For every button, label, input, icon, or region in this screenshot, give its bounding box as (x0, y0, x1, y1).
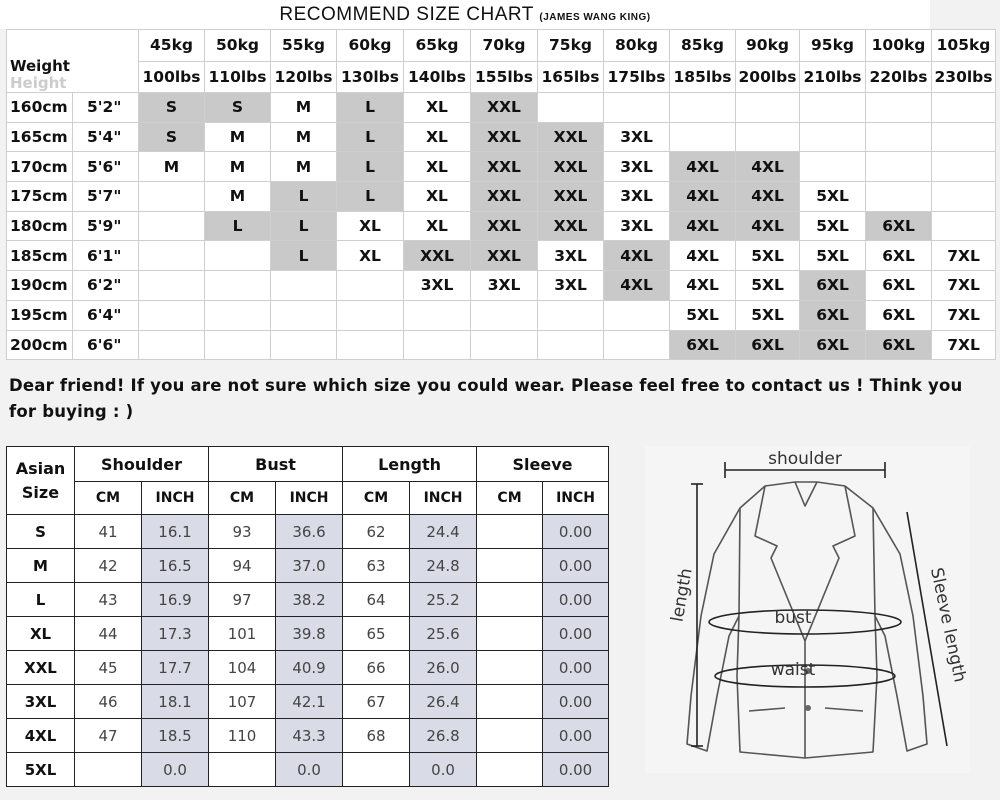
size-label-cell: XL (7, 617, 75, 651)
inch-value: 18.1 (142, 685, 209, 719)
jacket-measurement-diagram (645, 446, 970, 773)
height-ft: 5'4" (73, 122, 139, 152)
measurement-row (7, 617, 609, 651)
height-label: Height (10, 74, 67, 92)
sleeve-seam-left (739, 508, 740, 616)
weight-lbs-header: 110lbs (205, 61, 271, 93)
measurement-row (7, 753, 609, 787)
height-ft: 6'2" (73, 271, 139, 301)
measure-group-header: Length (343, 447, 477, 482)
size-cell: M (271, 122, 337, 152)
title-text: RECOMMEND SIZE CHART (279, 4, 534, 25)
measure-group-header: Shoulder (75, 447, 209, 482)
size-cell (800, 93, 866, 123)
weight-kg-header: 55kg (271, 30, 337, 62)
size-cell: L (271, 211, 337, 241)
unit-inch-header: INCH (142, 482, 209, 515)
size-cell: 3XL (538, 241, 604, 271)
size-cell (471, 300, 538, 330)
cm-value (75, 753, 142, 787)
size-cell: XXL (538, 211, 604, 241)
size-cell (271, 330, 337, 360)
unit-header-row (7, 482, 609, 515)
cm-value (209, 753, 276, 787)
cm-value: 94 (209, 549, 276, 583)
size-cell (538, 300, 604, 330)
size-row (7, 152, 996, 182)
size-cell: 7XL (932, 271, 996, 301)
size-cell: 5XL (736, 300, 800, 330)
inch-value: 39.8 (276, 617, 343, 651)
size-cell (139, 182, 205, 212)
size-cell: XXL (404, 241, 471, 271)
size-cell: 3XL (404, 271, 471, 301)
inch-value: 26.4 (410, 685, 477, 719)
weight-kg-header: 75kg (538, 30, 604, 62)
weight-lbs-header: 185lbs (670, 61, 736, 93)
size-cell: S (139, 93, 205, 123)
cm-value (477, 719, 543, 753)
inch-value: 24.8 (410, 549, 477, 583)
size-cell (271, 271, 337, 301)
cm-value (477, 583, 543, 617)
size-row (7, 182, 996, 212)
weight-height-header (7, 30, 139, 93)
weight-kg-header: 105kg (932, 30, 996, 62)
measurement-row (7, 685, 609, 719)
group-header-row (7, 447, 609, 482)
height-cm: 170cm (7, 152, 73, 182)
size-cell: 5XL (736, 241, 800, 271)
inch-value: 0.00 (543, 719, 609, 753)
cm-value: 45 (75, 651, 142, 685)
size-cell: 6XL (866, 330, 932, 360)
cm-value: 65 (343, 617, 410, 651)
cm-value (477, 515, 543, 549)
size-cell: L (205, 211, 271, 241)
size-cell (139, 330, 205, 360)
size-cell: M (205, 182, 271, 212)
unit-inch-header: INCH (543, 482, 609, 515)
inch-value: 16.1 (142, 515, 209, 549)
size-cell: XXL (471, 93, 538, 123)
height-cm: 175cm (7, 182, 73, 212)
height-cm: 200cm (7, 330, 73, 360)
size-cell (866, 182, 932, 212)
weight-lbs-header: 100lbs (139, 61, 205, 93)
size-cell (604, 93, 670, 123)
size-cell: 5XL (736, 271, 800, 301)
inch-value: 18.5 (142, 719, 209, 753)
size-cell: XL (404, 122, 471, 152)
cm-value (477, 685, 543, 719)
size-cell: 6XL (866, 211, 932, 241)
size-cell (932, 152, 996, 182)
cm-value: 44 (75, 617, 142, 651)
height-cm: 160cm (7, 93, 73, 123)
size-cell (736, 122, 800, 152)
weight-kg-header: 70kg (471, 30, 538, 62)
button-bottom (805, 705, 811, 711)
unit-cm-header: CM (477, 482, 543, 515)
size-label-cell: L (7, 583, 75, 617)
size-cell (337, 271, 404, 301)
size-cell: M (205, 152, 271, 182)
size-cell: L (271, 241, 337, 271)
size-cell: XXL (471, 211, 538, 241)
cm-value (343, 753, 410, 787)
inch-value: 40.9 (276, 651, 343, 685)
measurement-row (7, 583, 609, 617)
size-cell (866, 152, 932, 182)
size-cell: 5XL (800, 182, 866, 212)
weight-kg-header: 85kg (670, 30, 736, 62)
shoulder-label: shoulder (768, 449, 842, 469)
measurement-row (7, 549, 609, 583)
contact-note: Dear friend! If you are not sure which size you could wear. Please feel free to contact us ! Think you for buying : ) (9, 376, 963, 421)
cm-value: 68 (343, 719, 410, 753)
cm-value: 104 (209, 651, 276, 685)
sleeve-length-label: Sleeve length (925, 565, 970, 685)
size-row (7, 300, 996, 330)
inch-value: 37.0 (276, 549, 343, 583)
size-cell: XL (404, 211, 471, 241)
cm-value: 101 (209, 617, 276, 651)
size-cell: XXL (538, 152, 604, 182)
height-cm: 185cm (7, 241, 73, 271)
size-cell: 3XL (604, 152, 670, 182)
unit-cm-header: CM (75, 482, 142, 515)
weight-lbs-header: 140lbs (404, 61, 471, 93)
cm-value: 42 (75, 549, 142, 583)
size-cell: 4XL (736, 152, 800, 182)
size-row (7, 93, 996, 123)
inch-value: 0.00 (543, 515, 609, 549)
kg-header-row (7, 30, 996, 62)
weight-kg-header: 95kg (800, 30, 866, 62)
weight-kg-header: 80kg (604, 30, 670, 62)
size-cell: S (139, 122, 205, 152)
size-row (7, 330, 996, 360)
size-cell (800, 122, 866, 152)
size-cell (139, 300, 205, 330)
size-cell (538, 330, 604, 360)
height-ft: 6'4" (73, 300, 139, 330)
cm-value: 63 (343, 549, 410, 583)
inch-value: 0.00 (543, 651, 609, 685)
page-title (0, 0, 930, 29)
size-cell: 4XL (736, 182, 800, 212)
size-cell: XXL (471, 182, 538, 212)
size-cell: 4XL (670, 152, 736, 182)
size-cell: 4XL (670, 182, 736, 212)
asian-size-header (7, 447, 75, 515)
size-cell: L (337, 152, 404, 182)
size-cell (932, 182, 996, 212)
size-cell (205, 271, 271, 301)
size-cell: 3XL (471, 271, 538, 301)
size-cell (471, 330, 538, 360)
asian-size-table (6, 446, 609, 787)
size-row (7, 122, 996, 152)
cm-value: 93 (209, 515, 276, 549)
weight-lbs-header: 155lbs (471, 61, 538, 93)
size-label-cell: 4XL (7, 719, 75, 753)
cm-value: 64 (343, 583, 410, 617)
size-cell: 3XL (604, 122, 670, 152)
measure-group-header: Sleeve (477, 447, 609, 482)
size-cell: 6XL (866, 300, 932, 330)
size-cell: S (205, 93, 271, 123)
cm-value: 66 (343, 651, 410, 685)
inch-value: 17.7 (142, 651, 209, 685)
size-cell: 3XL (538, 271, 604, 301)
size-cell: 6XL (800, 271, 866, 301)
unit-inch-header: INCH (276, 482, 343, 515)
cm-value (477, 549, 543, 583)
size-cell: L (337, 93, 404, 123)
measurement-row (7, 515, 609, 549)
cm-value (477, 651, 543, 685)
size-cell: 3XL (604, 211, 670, 241)
cm-value: 43 (75, 583, 142, 617)
weight-lbs-header: 220lbs (866, 61, 932, 93)
size-cell: XL (404, 93, 471, 123)
size-cell (205, 300, 271, 330)
brand-text: (JAMES WANG KING) (539, 12, 651, 23)
height-ft: 5'9" (73, 211, 139, 241)
inch-value: 38.2 (276, 583, 343, 617)
size-cell (932, 211, 996, 241)
size-cell (404, 300, 471, 330)
cm-value: 46 (75, 685, 142, 719)
size-cell: L (337, 182, 404, 212)
size-row (7, 211, 996, 241)
height-ft: 5'6" (73, 152, 139, 182)
weight-lbs-header: 210lbs (800, 61, 866, 93)
inch-value: 0.00 (543, 617, 609, 651)
size-cell (866, 93, 932, 123)
size-cell (404, 330, 471, 360)
size-cell (139, 211, 205, 241)
weight-label: Weight (10, 57, 70, 75)
size-cell: 4XL (670, 271, 736, 301)
size-row (7, 241, 996, 271)
size-cell: XXL (471, 152, 538, 182)
size-cell: 6XL (866, 241, 932, 271)
size-cell: XXL (471, 241, 538, 271)
size-label-cell: M (7, 549, 75, 583)
weight-lbs-header: 230lbs (932, 61, 996, 93)
inch-value: 24.4 (410, 515, 477, 549)
size-cell: 5XL (800, 241, 866, 271)
size-cell: 4XL (604, 241, 670, 271)
size-label-cell: XXL (7, 651, 75, 685)
height-ft: 6'6" (73, 330, 139, 360)
inch-value: 43.3 (276, 719, 343, 753)
inch-value: 16.5 (142, 549, 209, 583)
size-cell (866, 122, 932, 152)
inch-value: 17.3 (142, 617, 209, 651)
recommend-size-table (6, 29, 996, 360)
weight-lbs-header: 120lbs (271, 61, 337, 93)
size-cell: 5XL (670, 300, 736, 330)
cm-value: 47 (75, 719, 142, 753)
inch-value: 42.1 (276, 685, 343, 719)
cm-value: 110 (209, 719, 276, 753)
size-cell: XL (404, 152, 471, 182)
weight-kg-header: 90kg (736, 30, 800, 62)
size-cell: XXL (471, 122, 538, 152)
size-cell: 3XL (604, 182, 670, 212)
unit-cm-header: CM (209, 482, 276, 515)
weight-lbs-header: 200lbs (736, 61, 800, 93)
inch-value: 25.6 (410, 617, 477, 651)
size-cell: 7XL (932, 300, 996, 330)
size-cell (604, 300, 670, 330)
size-cell: XL (337, 241, 404, 271)
size-cell (736, 93, 800, 123)
size-cell: 7XL (932, 330, 996, 360)
size-cell: XXL (538, 122, 604, 152)
size-cell (670, 122, 736, 152)
size-cell: M (271, 152, 337, 182)
size-cell (932, 93, 996, 123)
weight-kg-header: 65kg (404, 30, 471, 62)
size-cell: M (139, 152, 205, 182)
height-ft: 5'2" (73, 93, 139, 123)
size-cell: 6XL (670, 330, 736, 360)
inch-value: 16.9 (142, 583, 209, 617)
size-cell: 4XL (670, 241, 736, 271)
size-label-cell: S (7, 515, 75, 549)
inch-value: 25.2 (410, 583, 477, 617)
size-cell (670, 93, 736, 123)
size-cell: 4XL (670, 211, 736, 241)
size-cell: XL (337, 211, 404, 241)
weight-kg-header: 45kg (139, 30, 205, 62)
height-ft: 6'1" (73, 241, 139, 271)
size-cell (139, 241, 205, 271)
measurement-row (7, 651, 609, 685)
measurement-row (7, 719, 609, 753)
height-cm: 180cm (7, 211, 73, 241)
size-cell (205, 241, 271, 271)
size-cell (604, 330, 670, 360)
height-cm: 165cm (7, 122, 73, 152)
weight-kg-header: 100kg (866, 30, 932, 62)
size-label-cell: 3XL (7, 685, 75, 719)
size-cell: 6XL (866, 271, 932, 301)
inch-value: 0.00 (543, 583, 609, 617)
height-cm: 195cm (7, 300, 73, 330)
size-cell (800, 152, 866, 182)
asian-label: Asian (15, 458, 66, 478)
size-row (7, 271, 996, 301)
height-ft: 5'7" (73, 182, 139, 212)
inch-value: 0.00 (543, 685, 609, 719)
inch-value: 0.0 (142, 753, 209, 787)
size-cell (337, 300, 404, 330)
size-cell: 4XL (604, 271, 670, 301)
size-cell: M (205, 122, 271, 152)
weight-lbs-header: 130lbs (337, 61, 404, 93)
weight-lbs-header: 175lbs (604, 61, 670, 93)
size-cell: XL (404, 182, 471, 212)
length-label: length (667, 566, 697, 624)
size-cell: 6XL (800, 300, 866, 330)
size-label-cell: 5XL (7, 753, 75, 787)
cm-value: 107 (209, 685, 276, 719)
size-cell (337, 330, 404, 360)
bust-label: bust (774, 608, 812, 628)
lbs-header-row (7, 61, 996, 93)
cm-value: 97 (209, 583, 276, 617)
size-cell: 6XL (736, 330, 800, 360)
size-label: Size (21, 482, 60, 502)
size-cell: XXL (538, 182, 604, 212)
weight-kg-header: 60kg (337, 30, 404, 62)
inch-value: 26.0 (410, 651, 477, 685)
inch-value: 0.00 (543, 549, 609, 583)
cm-value (477, 617, 543, 651)
size-cell: 6XL (800, 330, 866, 360)
inch-value: 0.0 (276, 753, 343, 787)
size-cell: M (271, 93, 337, 123)
measure-group-header: Bust (209, 447, 343, 482)
inch-value: 36.6 (276, 515, 343, 549)
size-cell (932, 122, 996, 152)
size-cell: 7XL (932, 241, 996, 271)
inch-value: 0.00 (543, 753, 609, 787)
unit-inch-header: INCH (410, 482, 477, 515)
size-cell: L (271, 182, 337, 212)
cm-value: 67 (343, 685, 410, 719)
waist-label: waist (770, 660, 816, 680)
size-cell (538, 93, 604, 123)
size-cell: L (337, 122, 404, 152)
height-cm: 190cm (7, 271, 73, 301)
size-cell (205, 330, 271, 360)
weight-kg-header: 50kg (205, 30, 271, 62)
weight-lbs-header: 165lbs (538, 61, 604, 93)
cm-value (477, 753, 543, 787)
inch-value: 0.0 (410, 753, 477, 787)
size-cell: 4XL (736, 211, 800, 241)
size-cell (139, 271, 205, 301)
unit-cm-header: CM (343, 482, 410, 515)
cm-value: 62 (343, 515, 410, 549)
cm-value: 41 (75, 515, 142, 549)
inch-value: 26.8 (410, 719, 477, 753)
size-cell: 5XL (800, 211, 866, 241)
size-cell (271, 300, 337, 330)
